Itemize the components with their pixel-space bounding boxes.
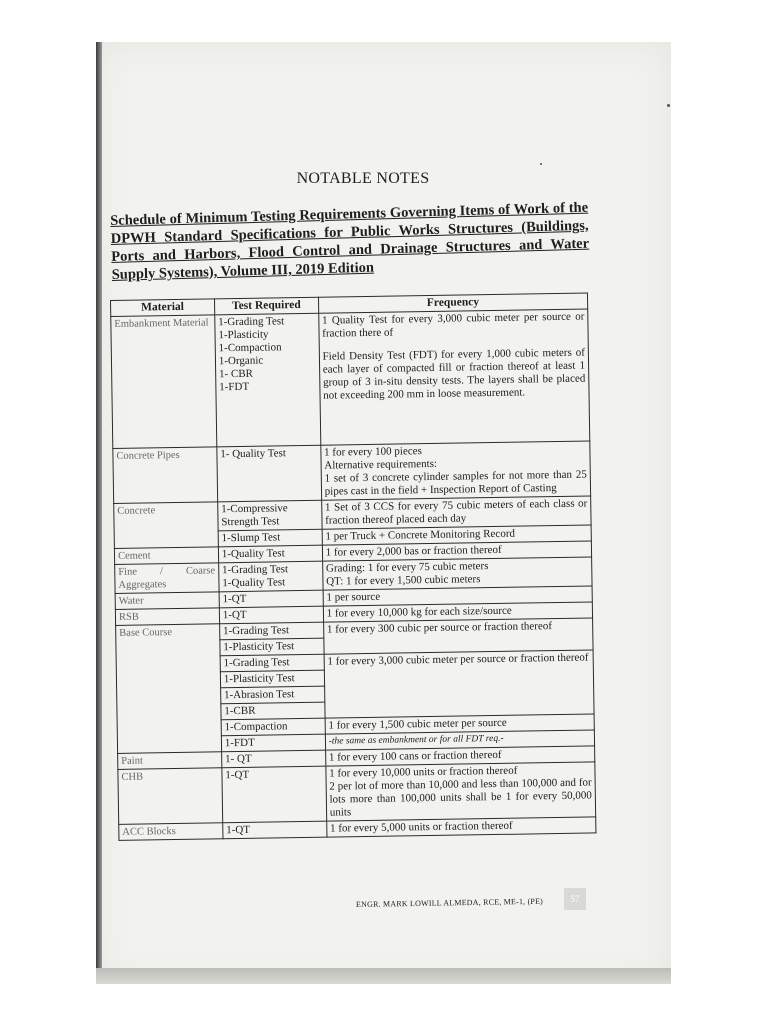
test-item: 1- CBR: [218, 367, 254, 381]
speck: [667, 104, 670, 107]
frequency-text: 1 for every 100 pieces: [324, 445, 422, 459]
test-cell: [218, 561, 322, 592]
frequency-text: QT: 1 for every 1,500 cubic meters: [326, 573, 481, 588]
page-bottom-edge: [96, 968, 671, 984]
test-item: 1-Quality Test: [222, 576, 286, 590]
frequency-text: 1 for every 10,000 units or fraction thereof: [329, 764, 518, 780]
material-cell: Water: [115, 592, 219, 610]
frequency-text: 1 Quality Test for every 3,000 cubic meter per source or fraction there of: [321, 310, 585, 340]
column-header-test: Test Required: [214, 297, 318, 315]
frequency-cell: 1 for every 1,500 cubic meter per source: [325, 714, 595, 734]
material-cell: Concrete Pipes: [113, 447, 218, 504]
material-text: Aggregates: [118, 579, 167, 591]
frequency-cell: [318, 309, 589, 445]
test-cell: 1-Abrasion Test: [220, 686, 324, 704]
test-item: 1-FDT: [219, 380, 250, 394]
frequency-text: Grading: 1 for every 75 cubic meters: [325, 560, 489, 575]
table-row: [118, 762, 596, 824]
frequency-cell: [321, 441, 591, 500]
test-cell: 1-Plasticity Test: [220, 638, 324, 656]
column-header-material: Material: [111, 299, 215, 317]
test-cell: 1-QT: [223, 821, 327, 839]
frequency-text: 2 per lot of more than 10,000 and less than 100,000 and for lots more than 100,000 units shall be 1 for every 50,000 units: [329, 776, 592, 819]
test-cell: 1-QT: [219, 606, 323, 624]
frequency-cell: 1 for every 100 cans or fraction thereof: [325, 746, 595, 766]
material-cell: Base Course: [116, 624, 222, 754]
frequency-cell: 1 for every 3,000 cubic meter per source or fraction thereof: [324, 650, 594, 718]
book-spine: [96, 42, 102, 984]
material-cell: RSB: [115, 608, 219, 626]
test-item: 1-Compaction: [218, 341, 282, 355]
page-number: 57: [564, 888, 586, 910]
frequency-cell: 1 for every 5,000 units or fraction thereof: [326, 817, 596, 837]
testing-requirements-table: [110, 292, 596, 840]
speck: [540, 163, 542, 165]
table-row: [113, 441, 591, 503]
material-cell: [115, 563, 219, 594]
frequency-cell: 1 per source: [323, 586, 593, 606]
material-cell: Cement: [114, 547, 218, 565]
test-cell: 1-Quality Test: [218, 545, 322, 563]
frequency-cell: [322, 557, 592, 590]
test-item: 1-Organic: [218, 354, 264, 368]
test-cell: [217, 445, 322, 502]
frequency-cell: [326, 762, 596, 821]
table-row: [111, 309, 590, 448]
test-cell: 1-FDT: [221, 734, 325, 752]
test-cell: 1- QT: [221, 750, 325, 768]
test-cell: 1-QT: [222, 766, 327, 823]
test-cell: 1-Compaction: [221, 718, 325, 736]
test-item: 1- Quality Test: [220, 447, 287, 461]
test-cell: 1-Plasticity Test: [220, 670, 324, 688]
material-text: Fine: [118, 566, 138, 578]
material-cell: CHB: [118, 768, 223, 825]
test-cell: 1-Grading Test: [219, 622, 323, 640]
testing-table-wrap: [110, 292, 596, 840]
test-item: 1-Grading Test: [218, 315, 285, 329]
test-item: 1-Grading Test: [222, 563, 289, 577]
frequency-cell: 1 for every 2,000 bas or fraction thereof: [322, 541, 592, 561]
test-cell: 1-QT: [219, 590, 323, 608]
frequency-text: Field Density Test (FDT) for every 1,000 cubic meters of each layer of compacted fill or fraction thereof at least 1 group of 3 in-situ density tests. The layers shall be placed not exceeding 200 mm in loose measurement.: [322, 346, 586, 402]
material-cell: Concrete: [114, 502, 219, 549]
material-cell: ACC Blocks: [119, 823, 223, 841]
test-cell: [215, 313, 321, 447]
test-cell: 1-Compressive Strength Test: [218, 500, 322, 531]
test-cell: 1-Slump Test: [218, 529, 322, 547]
frequency-cell: 1 Set of 3 CCS for every 75 cubic meters of each class or fraction thereof placed each day: [321, 496, 591, 529]
material-text: /: [159, 566, 163, 578]
page-title: NOTABLE NOTES: [296, 170, 430, 187]
material-cell: Embankment Material: [111, 315, 217, 449]
material-cell: Paint: [118, 752, 222, 770]
test-item: 1-Plasticity: [218, 328, 269, 342]
frequency-cell: -the same as embankment or for all FDT req.-: [325, 730, 595, 750]
frequency-cell: 1 for every 10,000 kg for each size/source: [323, 602, 593, 622]
column-header-frequency: Frequency: [318, 293, 588, 313]
frequency-text: Alternative requirements:: [324, 457, 438, 472]
test-cell: 1-CBR: [221, 702, 325, 720]
material-text: Coarse: [185, 565, 216, 577]
author-footer: ENGR. MARK LOWILL ALMEDA, RCE, ME-1, (PE): [355, 896, 544, 910]
frequency-cell: 1 for every 300 cubic per source or fraction thereof: [323, 618, 593, 654]
test-cell: 1-Grading Test: [220, 654, 324, 672]
schedule-heading: Schedule of Minimum Testing Requirements Governing Items of Work of the DPWH Standard Specifications for Public Works Structures (Buildings, Ports and Harbors, Flood Control and Drainage Structures and Water Supply Systems), Volume III, 2019 Edition: [110, 199, 590, 283]
frequency-cell: 1 per Truck + Concrete Monitoring Record: [322, 525, 592, 545]
frequency-text: 1 set of 3 concrete cylinder samples for not more than 25 pipes cast in the field + Inspection Report of Casting: [324, 468, 587, 498]
